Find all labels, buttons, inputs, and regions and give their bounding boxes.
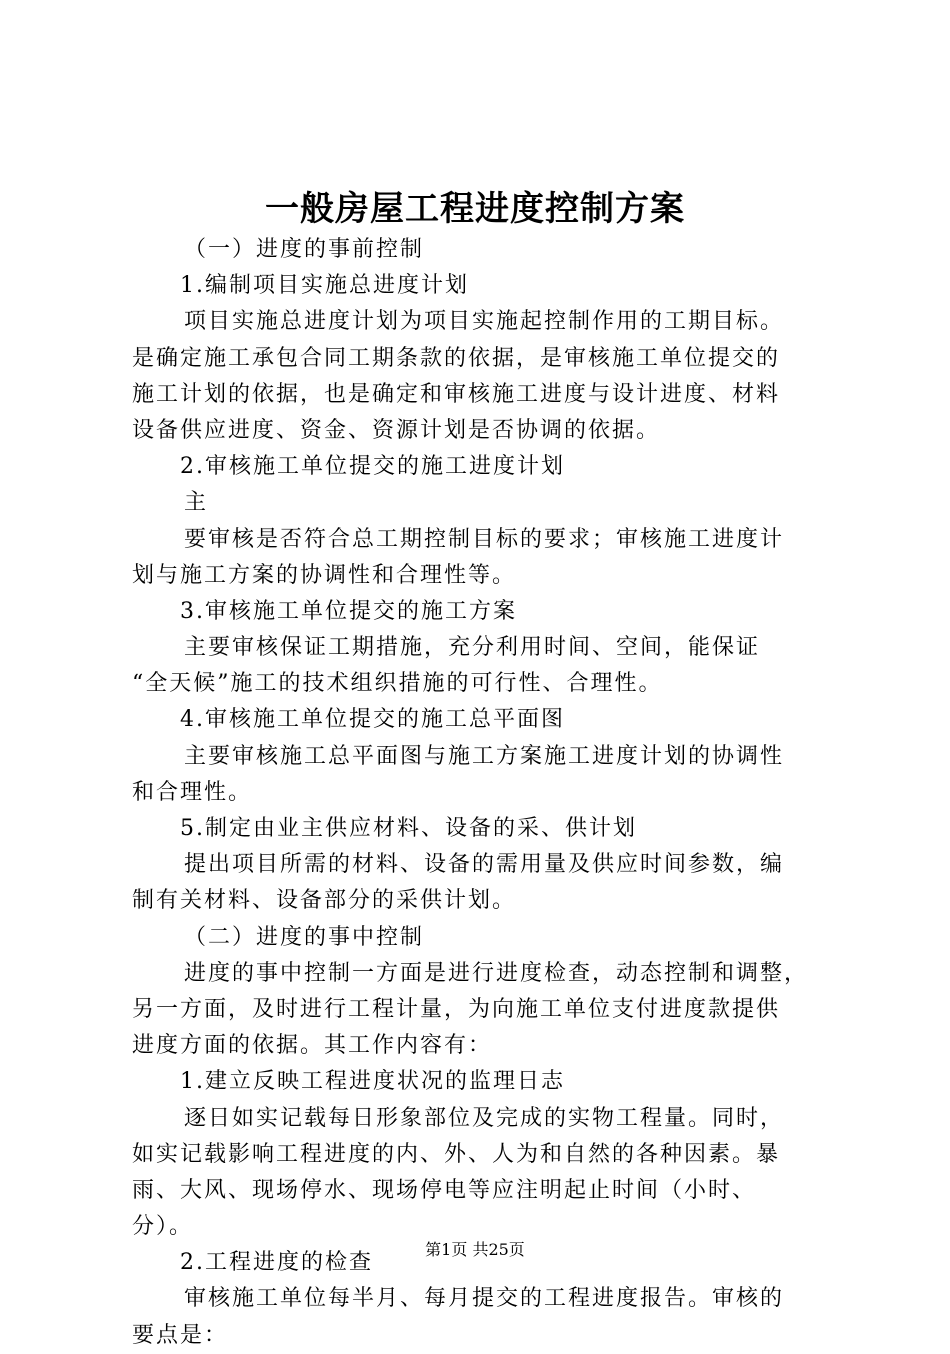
paragraph-line: 进度的事中控制一方面是进行进度检查，动态控制和调整，: [184, 960, 809, 986]
paragraph-line: 审核施工单位每半月、每月提交的工程进度报告。审核的: [184, 1286, 785, 1312]
paragraph-line: 是确定施工承包合同工期条款的依据，是审核施工单位提交的: [132, 345, 781, 371]
paragraph-line: 要点是：: [132, 1322, 229, 1348]
paragraph-line: 制有关材料、设备部分的采供计划。: [132, 888, 517, 914]
paragraph-line: 划与施工方案的协调性和合理性等。: [132, 562, 517, 588]
paragraph-line: 主要审核施工总平面图与施工方案施工进度计划的协调性: [184, 743, 785, 769]
item-heading: 2.工程进度的检查: [180, 1250, 373, 1276]
item-heading: 1.编制项目实施总进度计划: [180, 273, 469, 299]
paragraph-line: 进度方面的依据。其工作内容有：: [132, 1033, 493, 1059]
paragraph-line: 主要审核保证工期措施，充分利用时间、空间，能保证: [184, 635, 761, 661]
item-heading: 5.制定由业主供应材料、设备的采、供计划: [180, 816, 637, 841]
paragraph-line: 项目实施总进度计划为项目实施起控制作用的工期目标。: [184, 309, 785, 335]
paragraph-line: 逐日如实记载每日形象部位及完成的实物工程量。同时，: [184, 1105, 785, 1131]
paragraph-line: 设备供应进度、资金、资源计划是否协调的依据。: [132, 417, 661, 443]
page-footer: 第1页 共25页: [425, 1240, 525, 1259]
item-heading: 2.审核施工单位提交的施工进度计划: [180, 454, 565, 480]
paragraph-line: 主: [184, 490, 209, 516]
paragraph-line: 雨、大风、现场停水、现场停电等应注明起止时间（小时、: [132, 1177, 757, 1203]
section-heading: （二）进度的事中控制: [184, 924, 425, 950]
document-title: 一般房屋工程进度控制方案: [265, 189, 685, 229]
paragraph-line: 另一方面，及时进行工程计量，为向施工单位支付进度款提供: [132, 996, 781, 1022]
paragraph-line: 分）。: [132, 1214, 194, 1240]
item-heading: 4.审核施工单位提交的施工总平面图: [180, 707, 565, 733]
paragraph-line: 要审核是否符合总工期控制目标的要求；审核施工进度计: [184, 526, 785, 552]
section-heading: （一）进度的事前控制: [184, 237, 425, 262]
paragraph-line: 如实记载影响工程进度的内、外、人为和自然的各种因素。暴: [132, 1141, 781, 1167]
paragraph-line: 施工计划的依据，也是确定和审核施工进度与设计进度、材料: [132, 381, 781, 407]
paragraph-line: 和合理性。: [132, 779, 253, 805]
item-heading: 1.建立反映工程进度状况的监理日志: [180, 1069, 565, 1095]
paragraph-line: 提出项目所需的材料、设备的需用量及供应时间参数，编: [184, 852, 785, 878]
paragraph-line: “全天候”施工的技术组织措施的可行性、合理性。: [132, 671, 663, 697]
document-body: [132, 232, 832, 1354]
item-heading: 3.审核施工单位提交的施工方案: [180, 598, 517, 624]
